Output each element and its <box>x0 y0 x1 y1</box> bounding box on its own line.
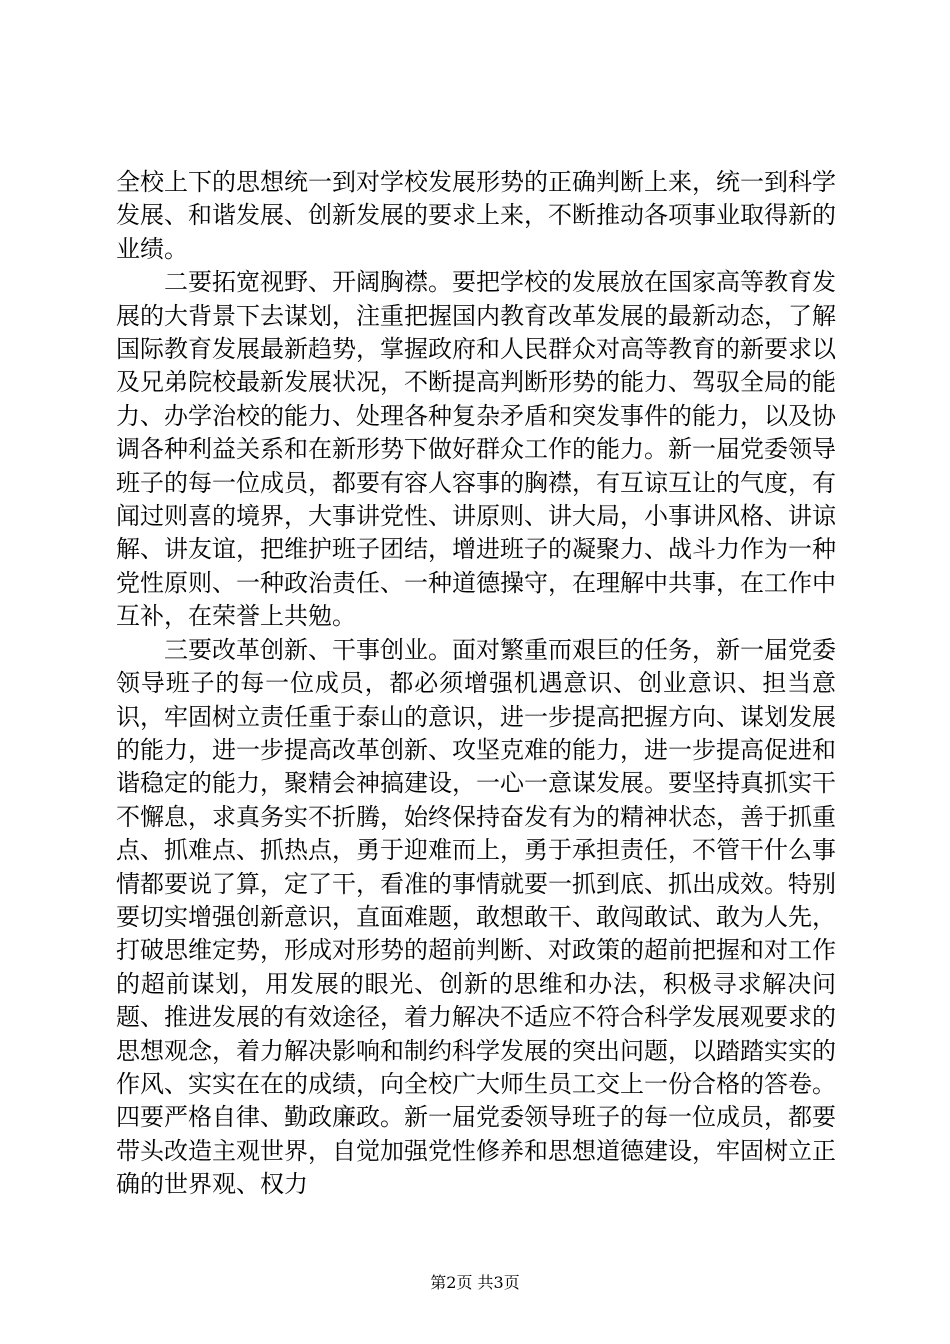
paragraph-continuation: 全校上下的思想统一到对学校发展形势的正确判断上来，统一到科学发展、和谐发展、创新发展的要求上来，不断推动各项事业取得新的业绩。 <box>116 168 836 263</box>
document-body <box>116 166 836 1202</box>
page-number-label: 第2页 共3页 <box>430 1273 520 1292</box>
paragraph-reform-innovation: 三要改革创新、干事创业。面对繁重而艰巨的任务，新一届党委领导班子的每一位成员，都必须增强机遇意识、创业意识、担当意识，牢固树立责任重于泰山的意识，进一步提高把握方向、谋划发展的能力，进一步提高改革创新、攻坚克难的能力，进一步提高促进和谐稳定的能力，聚精会神搞建设，一心一意谋发展。要坚持真抓实干不懈息，求真务实不折腾，始终保持奋发有为的精神状态，善于抓重点、抓难点、抓热点，勇于迎难而上，勇于承担责任，不管干什么事情都要说了算，定了干，看准的事情就要一抓到底、抓出成效。特别要切实增强创新意识，直面难题，敢想敢干、敢闯敢试、敢为人先，打破思维定势，形成对形势的超前判断、对政策的超前把握和对工作的超前谋划，用发展的眼光、创新的思维和办法，积极寻求解决问题、推进发展的有效途径，着力解决不适应不符合科学发展观要求的思想观念，着力解决影响和制约科学发展的突出问题，以踏踏实实的作风、实实在在的成绩，向全校广大师生员工交上一份合格的答卷。四要严格自律、勤政廉政。新一届党委领导班子的每一位成员，都要带头改造主观世界，自觉加强党性修养和思想道德建设，牢固树立正确的世界观、权力 <box>116 635 836 1199</box>
page-footer <box>0 1272 950 1294</box>
paragraph-broaden-vision: 二要拓宽视野、开阔胸襟。要把学校的发展放在国家高等教育发展的大背景下去谋划，注重把握国内教育改革发展的最新动态，了解国际教育发展最新趋势，掌握政府和人民群众对高等教育的新要求以及兄弟院校最新发展状况，不断提高判断形势的能力、驾驭全局的能力、办学治校的能力、处理各种复杂矛盾和突发事件的能力，以及协调各种利益关系和在新形势下做好群众工作的能力。新一届党委领导班子的每一位成员，都要有容人容事的胸襟，有互谅互让的气度，有闻过则喜的境界，大事讲党性、讲原则、讲大局，小事讲风格、讲谅解、讲友谊，把维护班子团结，增进班子的凝聚力、战斗力作为一种党性原则、一种政治责任、一种道德操守，在理解中共事，在工作中互补，在荣誉上共勉。 <box>116 268 836 631</box>
